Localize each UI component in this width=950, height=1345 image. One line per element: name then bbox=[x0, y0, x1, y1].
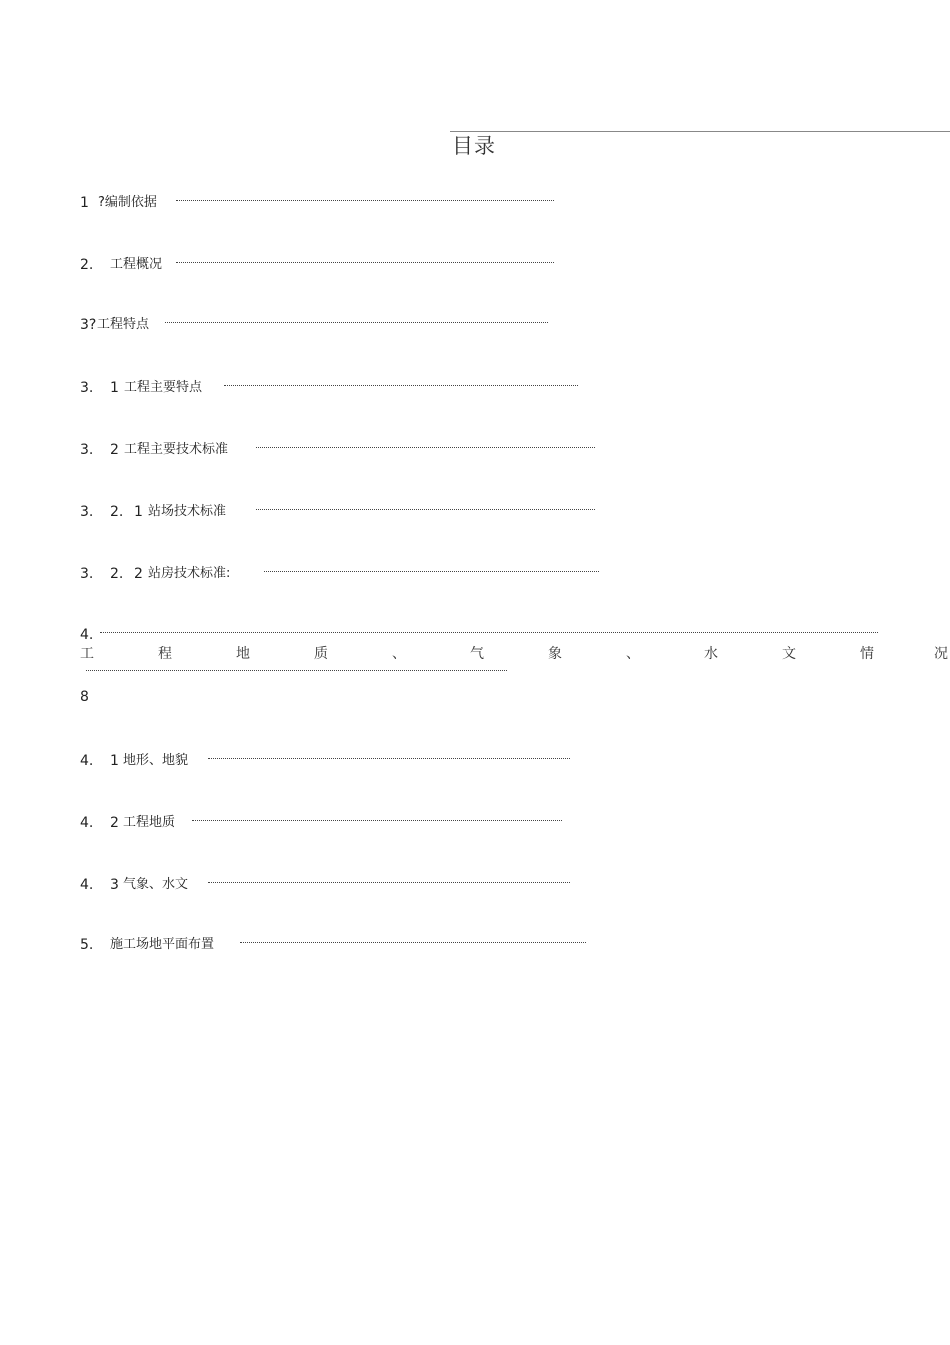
toc-label-char: 象 bbox=[548, 646, 562, 662]
dot-leader bbox=[192, 820, 562, 821]
toc-subnumber-2: 1 bbox=[134, 504, 143, 520]
toc-label: 地形、地貌 bbox=[123, 753, 189, 768]
toc-number: 3? bbox=[80, 317, 97, 333]
toc-label-char: 地 bbox=[236, 646, 250, 662]
dot-leader bbox=[176, 262, 554, 263]
toc-number: 3. bbox=[80, 566, 94, 582]
toc-subnumber: 3 bbox=[110, 877, 119, 893]
toc-number: 3. bbox=[80, 504, 94, 520]
dot-leader bbox=[208, 758, 570, 759]
toc-label: 工程地质 bbox=[123, 815, 176, 830]
toc-label-char: 质 bbox=[314, 646, 328, 662]
toc-number: 2. bbox=[80, 257, 94, 273]
toc-subnumber: 1 bbox=[110, 753, 119, 769]
toc-subnumber: 1 bbox=[110, 380, 119, 396]
toc-number: 3. bbox=[80, 380, 94, 396]
dot-leader bbox=[86, 670, 507, 671]
toc-label-char: 文 bbox=[782, 646, 796, 662]
toc-label: 施工场地平面布置 bbox=[110, 937, 215, 952]
toc-number: 1 bbox=[80, 195, 89, 211]
toc-label: 工程概况 bbox=[110, 257, 163, 272]
dot-leader bbox=[256, 447, 595, 448]
toc-label: 站场技术标准 bbox=[148, 504, 227, 519]
dot-leader bbox=[165, 322, 548, 323]
toc-label: 工程主要特点 bbox=[124, 380, 203, 395]
dot-leader bbox=[224, 385, 578, 386]
toc-label-char: 工 bbox=[80, 646, 94, 662]
dot-leader bbox=[208, 882, 570, 883]
toc-number: 4. bbox=[80, 627, 94, 643]
toc-number: 3. bbox=[80, 442, 94, 458]
toc-subnumber: 2. bbox=[110, 504, 124, 520]
toc-label-char: 程 bbox=[158, 646, 172, 662]
toc-label-char: 、 bbox=[626, 646, 640, 662]
toc-label-spread bbox=[80, 645, 950, 663]
toc-label-char: 况 bbox=[934, 646, 948, 662]
dot-leader bbox=[176, 200, 554, 201]
toc-number: 4. bbox=[80, 753, 94, 769]
toc-label-char: 气 bbox=[470, 646, 484, 662]
toc-label: 工程主要技术标准 bbox=[124, 442, 229, 457]
toc-entry-4[interactable] bbox=[80, 626, 950, 686]
toc-label-char: 情 bbox=[860, 646, 874, 662]
toc-number: 5. bbox=[80, 937, 94, 953]
page-title: 目录 bbox=[452, 134, 496, 158]
dot-leader bbox=[240, 942, 586, 943]
toc-label-char: 、 bbox=[392, 646, 406, 662]
toc-number: 4. bbox=[80, 877, 94, 893]
toc-subnumber: 2 bbox=[110, 815, 119, 831]
toc-label: 气象、水文 bbox=[123, 877, 189, 892]
header-rule bbox=[450, 131, 950, 132]
toc-subnumber: 2. bbox=[110, 566, 124, 582]
toc-label: ?编制依据 bbox=[98, 195, 157, 210]
dot-leader bbox=[264, 571, 599, 572]
toc-subnumber-2: 2 bbox=[134, 566, 143, 582]
dot-leader bbox=[256, 509, 595, 510]
toc-number: 4. bbox=[80, 815, 94, 831]
toc-label: 工程特点 bbox=[97, 317, 150, 332]
toc-subnumber: 2 bbox=[110, 442, 119, 458]
toc-label-char: 水 bbox=[704, 646, 718, 662]
dot-leader bbox=[100, 632, 878, 633]
toc-label: 站房技术标准: bbox=[148, 566, 231, 581]
toc-page-number: 8 bbox=[80, 689, 89, 705]
